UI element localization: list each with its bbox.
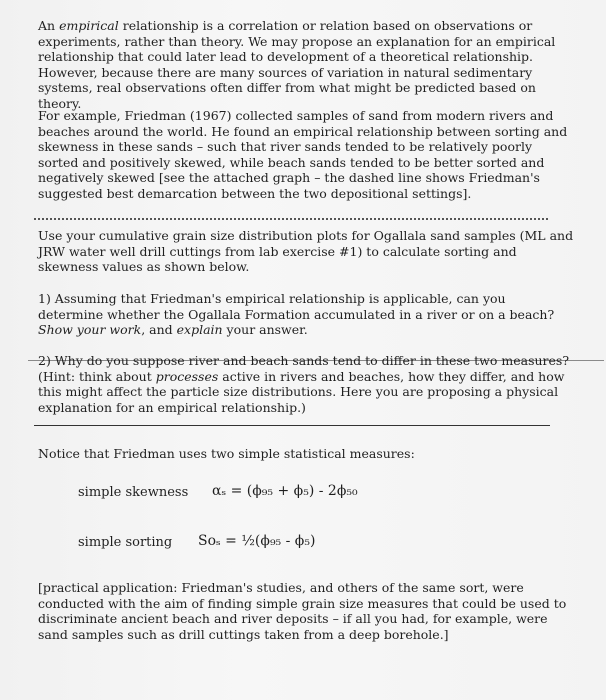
paragraph-friedman-example: For example, Friedman (1967) collected samples of sand from modern rivers and beaches around the world. He found an empirical relationship between sorting and skewness in these sands – such that river sands tended to be relatively poorly sorted and positively skewed, while beach sands tended to be better sorted and negatively skewed [see the attached graph – the dashed line shows Friedman's suggested best demarcation between the two depositional settings]. <box>38 108 568 201</box>
paragraph-empirical-definition <box>38 18 574 111</box>
para1-emphasis: empirical <box>59 18 119 33</box>
section-divider <box>34 425 550 426</box>
q1-pre: 1) Assuming that Friedman's empirical relationship is applicable, can you determine whether the Ogallala Formation accumulated in a river or on a beach? <box>38 291 555 322</box>
sorting-label: simple sorting <box>78 535 173 550</box>
q1-emphasis-show-work: Show your work <box>38 322 142 337</box>
sorting-formula: Soₛ = ½(ϕ₉₅ - ϕ₅) <box>198 533 316 549</box>
paragraph-instructions: Use your cumulative grain size distribution plots for Ogallala sand samples (ML and JRW water well drill cuttings from lab exercise #1) to calculate sorting and skewness values as shown below. <box>38 228 574 274</box>
q1-mid: , and <box>141 322 177 337</box>
q1-post: your answer. <box>222 322 308 337</box>
question-2 <box>38 353 574 415</box>
notice-text: Notice that Friedman uses two simple statistical measures: <box>38 446 415 461</box>
q2-post: active in rivers and beaches, how they differ, and how this might affect the particle size distributions. Here you are proposing a physical explanation for an empirical relationship.) <box>38 368 565 415</box>
paragraph-practical-application: [practical application: Friedman's studies, and others of the same sort, were conducted with the aim of finding simple grain size measures that could be used to discriminate ancient beach and river deposits – if all you had, for example, were sand samples such as drill cuttings taken from a deep borehole.] <box>38 580 567 642</box>
q2-emphasis-processes: processes <box>155 368 219 384</box>
skewness-formula: αₛ = (ϕ₉₅ + ϕ₅) - 2ϕ₅₀ <box>212 483 358 499</box>
q2-pre: 2) Why do you suppose river and beach sands tend to differ in these two measures? (Hint: think about <box>38 353 570 384</box>
q1-emphasis-explain: explain <box>176 322 223 337</box>
skewness-label: simple skewness <box>78 485 189 500</box>
question-1 <box>38 291 574 338</box>
dotted-divider <box>34 218 548 220</box>
para1-pre: An <box>38 18 60 33</box>
para1-post: relationship is a correlation or relation based on observations or experiments, rather than theory. We may propose an explanation for an empirical relationship that could later lead to development of a theoretical relationship. However, because there are many sources of variation in natural sedimentary systems, real observations often differ from what might be predicted based on theory. <box>38 18 556 111</box>
